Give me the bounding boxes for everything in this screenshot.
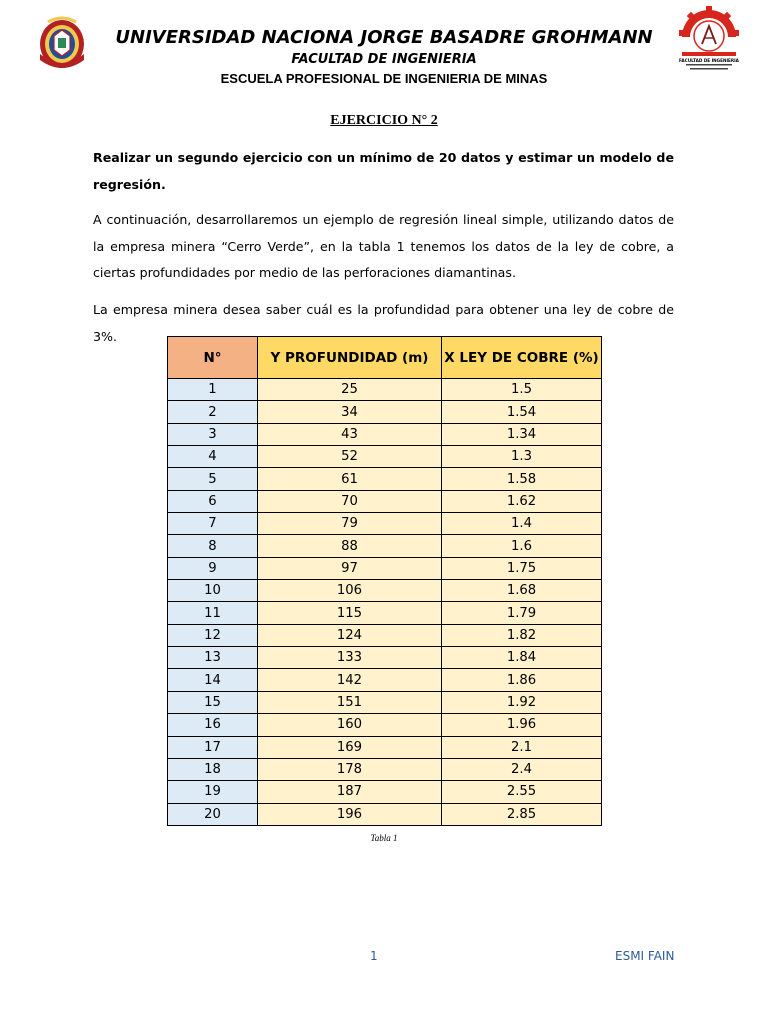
cell-depth: 169 [258,736,442,758]
table-row [168,379,602,401]
footer-label: ESMI FAIN [615,949,675,963]
cell-n: 6 [168,490,258,512]
table-row [168,580,602,602]
cell-copper-grade: 1.86 [442,669,602,691]
cell-copper-grade: 1.84 [442,647,602,669]
cell-n: 5 [168,468,258,490]
cell-copper-grade: 1.58 [442,468,602,490]
cell-copper-grade: 2.55 [442,781,602,803]
cell-depth: 88 [258,535,442,557]
cell-depth: 97 [258,557,442,579]
table-row [168,691,602,713]
cell-n: 2 [168,401,258,423]
table-row [168,736,602,758]
cell-n: 11 [168,602,258,624]
cell-copper-grade: 1.68 [442,580,602,602]
table-row [168,803,602,825]
header-depth: Y PROFUNDIDAD (m) [258,337,442,379]
table-row [168,602,602,624]
page-number: 1 [370,949,378,963]
exercise-title: EJERCICIO N° 2 [330,113,438,128]
cell-n: 12 [168,624,258,646]
cell-copper-grade: 1.34 [442,423,602,445]
cell-depth: 43 [258,423,442,445]
faculty-name: FACULTAD DE INGENIERIA [291,52,477,67]
university-name: UNIVERSIDAD NACIONA JORGE BASADRE GROHMANN [115,27,653,48]
table-row [168,446,602,468]
cell-copper-grade: 1.54 [442,401,602,423]
cell-n: 19 [168,781,258,803]
cell-n: 14 [168,669,258,691]
page-header [0,0,768,100]
cell-depth: 196 [258,803,442,825]
cell-depth: 142 [258,669,442,691]
cell-copper-grade: 2.4 [442,758,602,780]
cell-depth: 178 [258,758,442,780]
table-row [168,647,602,669]
table-caption: Tabla 1 [370,833,398,843]
table-row [168,758,602,780]
cell-n: 20 [168,803,258,825]
cell-depth: 52 [258,446,442,468]
cell-copper-grade: 1.75 [442,557,602,579]
table-row [168,781,602,803]
cell-depth: 79 [258,513,442,535]
cell-n: 1 [168,379,258,401]
header-copper-grade: X LEY DE COBRE (%) [442,337,602,379]
cell-depth: 187 [258,781,442,803]
cell-depth: 34 [258,401,442,423]
table-row [168,490,602,512]
cell-n: 3 [168,423,258,445]
cell-n: 10 [168,580,258,602]
cell-n: 9 [168,557,258,579]
cell-copper-grade: 1.62 [442,490,602,512]
engineering-faculty-gear-logo [678,6,740,76]
right-logo-caption: FACULTAD DE INGENIERIA [679,58,739,63]
header-n: N° [168,337,258,379]
cell-copper-grade: 1.79 [442,602,602,624]
cell-depth: 25 [258,379,442,401]
cell-n: 4 [168,446,258,468]
cell-copper-grade: 1.92 [442,691,602,713]
cell-depth: 115 [258,602,442,624]
cell-depth: 160 [258,714,442,736]
cell-depth: 70 [258,490,442,512]
table-row [168,557,602,579]
objective-paragraph: La empresa minera desea saber cuál es la profundidad para obtener una ley de cobre de 3%. [93,302,674,344]
task-statement: Realizar un segundo ejercicio con un mínimo de 20 datos y estimar un modelo de regresión. [93,150,674,192]
intro-paragraph: A continuación, desarrollaremos un ejemplo de regresión lineal simple, utilizando datos de la empresa minera “Cerro Verde”, en la tabla 1 tenemos los datos de la ley de cobre, a ciertas profundidades por medio de las perforaciones diamantinas. [93,212,674,280]
table-row [168,468,602,490]
table-header-row [168,337,602,379]
cell-copper-grade: 1.4 [442,513,602,535]
cell-n: 7 [168,513,258,535]
table-body [168,379,602,826]
table-row [168,624,602,646]
table-row [168,513,602,535]
data-table [167,336,602,826]
cell-copper-grade: 1.6 [442,535,602,557]
cell-n: 17 [168,736,258,758]
cell-depth: 106 [258,580,442,602]
table-row [168,423,602,445]
cell-n: 8 [168,535,258,557]
cell-n: 18 [168,758,258,780]
school-name: ESCUELA PROFESIONAL DE INGENIERIA DE MINAS [220,71,548,86]
table-row [168,401,602,423]
cell-n: 16 [168,714,258,736]
cell-copper-grade: 1.82 [442,624,602,646]
table-row [168,669,602,691]
cell-copper-grade: 2.85 [442,803,602,825]
table-row [168,535,602,557]
cell-copper-grade: 1.96 [442,714,602,736]
cell-n: 15 [168,691,258,713]
cell-n: 13 [168,647,258,669]
cell-depth: 151 [258,691,442,713]
table-row [168,714,602,736]
cell-copper-grade: 1.5 [442,379,602,401]
cell-depth: 133 [258,647,442,669]
cell-depth: 61 [258,468,442,490]
cell-copper-grade: 2.1 [442,736,602,758]
cell-copper-grade: 1.3 [442,446,602,468]
cell-depth: 124 [258,624,442,646]
